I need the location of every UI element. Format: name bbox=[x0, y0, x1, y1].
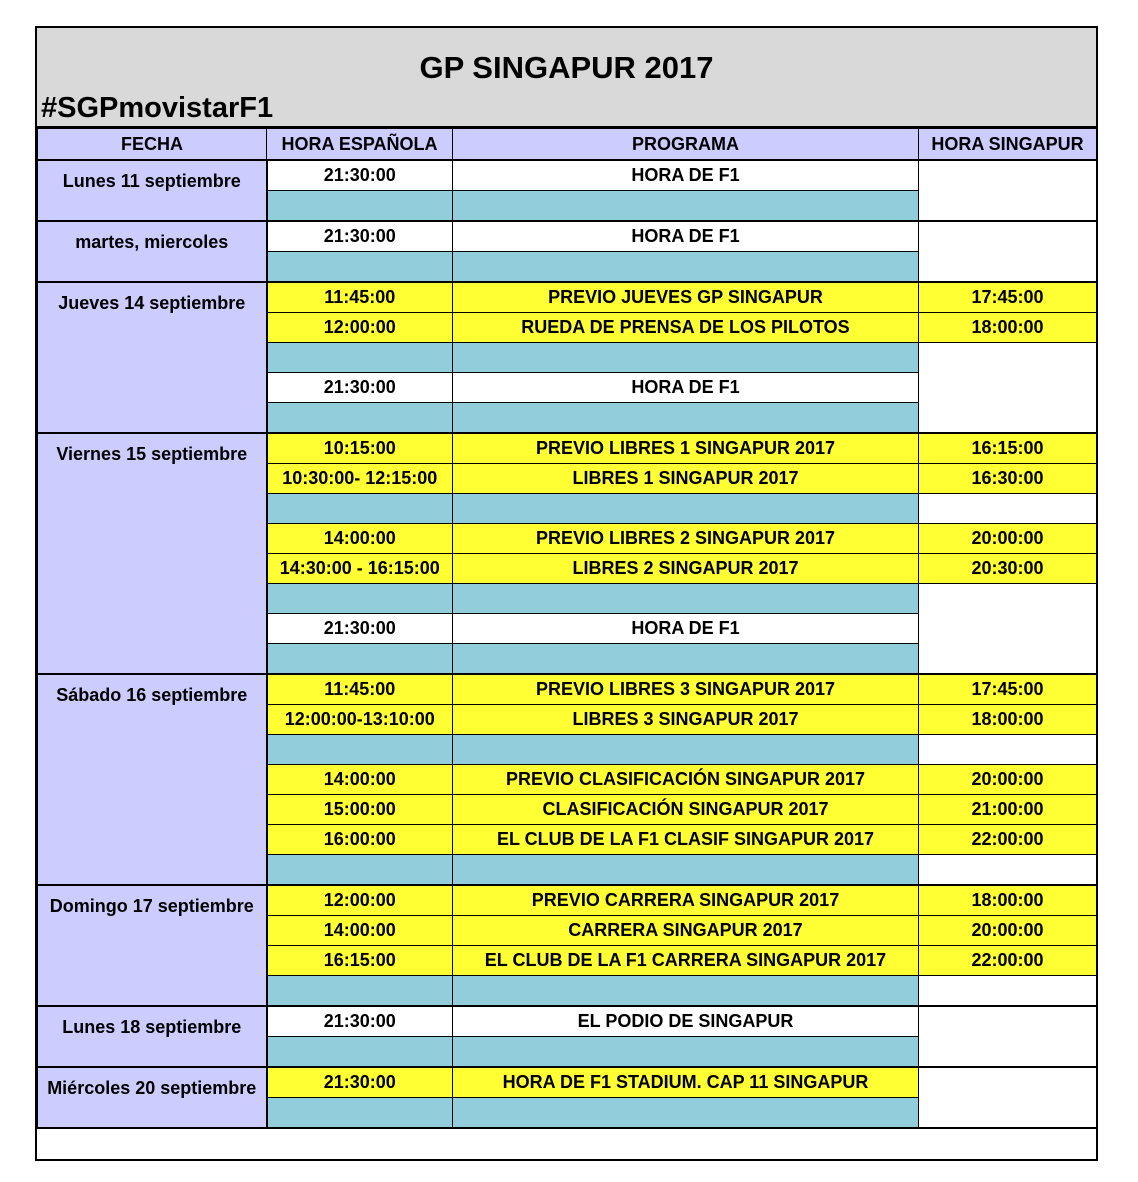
spacer-cell bbox=[267, 191, 453, 222]
hora-singapur-cell: 16:30:00 bbox=[919, 464, 1097, 494]
day-label: Jueves 14 septiembre bbox=[38, 282, 267, 433]
programa-cell: EL PODIO DE SINGAPUR bbox=[453, 1006, 919, 1037]
spacer-cell bbox=[453, 735, 919, 765]
spacer-cell bbox=[267, 855, 453, 886]
hora-espanola-cell: 21:30:00 bbox=[267, 1067, 453, 1098]
spacer-cell bbox=[267, 494, 453, 524]
hora-singapur-cell: 16:15:00 bbox=[919, 433, 1097, 464]
empty-singapur-cell bbox=[919, 735, 1097, 765]
programa-cell: CLASIFICACIÓN SINGAPUR 2017 bbox=[453, 795, 919, 825]
title-band bbox=[37, 28, 1096, 128]
header-fecha: FECHA bbox=[38, 129, 267, 161]
hora-espanola-cell: 14:00:00 bbox=[267, 524, 453, 554]
schedule-table bbox=[37, 128, 1097, 1129]
spacer-cell bbox=[453, 343, 919, 373]
day-label: Lunes 11 septiembre bbox=[38, 160, 267, 221]
day-label: Lunes 18 septiembre bbox=[38, 1006, 267, 1067]
spacer-cell bbox=[453, 584, 919, 614]
spacer-cell bbox=[267, 403, 453, 434]
spacer-cell bbox=[267, 252, 453, 283]
table-row bbox=[38, 1067, 1097, 1098]
day-label: Domingo 17 septiembre bbox=[38, 885, 267, 1006]
header-hora-singapur: HORA SINGAPUR bbox=[919, 129, 1097, 161]
table-row bbox=[38, 1006, 1097, 1037]
schedule-body bbox=[38, 160, 1097, 1128]
hora-singapur-cell: 18:00:00 bbox=[919, 885, 1097, 916]
hora-espanola-cell: 21:30:00 bbox=[267, 373, 453, 403]
empty-singapur-cell bbox=[919, 343, 1097, 434]
hora-singapur-cell: 21:00:00 bbox=[919, 795, 1097, 825]
table-row bbox=[38, 885, 1097, 916]
programa-cell: HORA DE F1 bbox=[453, 160, 919, 191]
empty-singapur-cell bbox=[919, 160, 1097, 221]
hora-espanola-cell: 21:30:00 bbox=[267, 221, 453, 252]
hora-espanola-cell: 12:00:00-13:10:00 bbox=[267, 705, 453, 735]
hora-espanola-cell: 16:00:00 bbox=[267, 825, 453, 855]
spacer-cell bbox=[267, 584, 453, 614]
programa-cell: LIBRES 2 SINGAPUR 2017 bbox=[453, 554, 919, 584]
schedule-sheet bbox=[35, 26, 1098, 1161]
header-hora-espanola: HORA ESPAÑOLA bbox=[267, 129, 453, 161]
table-row bbox=[38, 221, 1097, 252]
hora-espanola-cell: 14:30:00 - 16:15:00 bbox=[267, 554, 453, 584]
programa-cell: PREVIO CARRERA SINGAPUR 2017 bbox=[453, 885, 919, 916]
programa-cell: EL CLUB DE LA F1 CLASIF SINGAPUR 2017 bbox=[453, 825, 919, 855]
programa-cell: CARRERA SINGAPUR 2017 bbox=[453, 916, 919, 946]
programa-cell: HORA DE F1 STADIUM. CAP 11 SINGAPUR bbox=[453, 1067, 919, 1098]
table-row bbox=[38, 433, 1097, 464]
empty-singapur-cell bbox=[919, 494, 1097, 524]
hora-singapur-cell: 20:00:00 bbox=[919, 524, 1097, 554]
empty-singapur-cell bbox=[919, 1006, 1097, 1067]
hora-singapur-cell: 20:00:00 bbox=[919, 916, 1097, 946]
hora-espanola-cell: 16:15:00 bbox=[267, 946, 453, 976]
hora-singapur-cell: 20:30:00 bbox=[919, 554, 1097, 584]
table-row bbox=[38, 674, 1097, 705]
spacer-cell bbox=[267, 976, 453, 1007]
day-label: Sábado 16 septiembre bbox=[38, 674, 267, 885]
programa-cell: PREVIO LIBRES 2 SINGAPUR 2017 bbox=[453, 524, 919, 554]
programa-cell: RUEDA DE PRENSA DE LOS PILOTOS bbox=[453, 313, 919, 343]
programa-cell: PREVIO LIBRES 1 SINGAPUR 2017 bbox=[453, 433, 919, 464]
spacer-cell bbox=[453, 191, 919, 222]
hora-espanola-cell: 15:00:00 bbox=[267, 795, 453, 825]
programa-cell: PREVIO LIBRES 3 SINGAPUR 2017 bbox=[453, 674, 919, 705]
spacer-cell bbox=[453, 1098, 919, 1129]
header-row bbox=[38, 129, 1097, 161]
spacer-cell bbox=[453, 976, 919, 1007]
hora-singapur-cell: 22:00:00 bbox=[919, 825, 1097, 855]
hora-espanola-cell: 14:00:00 bbox=[267, 765, 453, 795]
table-row bbox=[38, 282, 1097, 313]
spacer-cell bbox=[267, 735, 453, 765]
spacer-cell bbox=[453, 403, 919, 434]
programa-cell: LIBRES 1 SINGAPUR 2017 bbox=[453, 464, 919, 494]
hora-singapur-cell: 18:00:00 bbox=[919, 313, 1097, 343]
empty-singapur-cell bbox=[919, 584, 1097, 675]
hora-espanola-cell: 10:30:00- 12:15:00 bbox=[267, 464, 453, 494]
spacer-cell bbox=[453, 252, 919, 283]
hora-espanola-cell: 21:30:00 bbox=[267, 1006, 453, 1037]
hora-singapur-cell: 18:00:00 bbox=[919, 705, 1097, 735]
page-title: GP SINGAPUR 2017 bbox=[419, 50, 714, 85]
empty-singapur-cell bbox=[919, 855, 1097, 886]
hashtag: #SGPmovistarF1 bbox=[41, 92, 274, 124]
hora-espanola-cell: 12:00:00 bbox=[267, 885, 453, 916]
empty-singapur-cell bbox=[919, 221, 1097, 282]
header-programa: PROGRAMA bbox=[453, 129, 919, 161]
spacer-cell bbox=[267, 1037, 453, 1068]
spacer-cell bbox=[453, 494, 919, 524]
table-row bbox=[38, 160, 1097, 191]
programa-cell: EL CLUB DE LA F1 CARRERA SINGAPUR 2017 bbox=[453, 946, 919, 976]
hora-espanola-cell: 14:00:00 bbox=[267, 916, 453, 946]
hora-singapur-cell: 17:45:00 bbox=[919, 674, 1097, 705]
spacer-cell bbox=[453, 855, 919, 886]
hora-espanola-cell: 21:30:00 bbox=[267, 614, 453, 644]
programa-cell: PREVIO JUEVES GP SINGAPUR bbox=[453, 282, 919, 313]
day-label: martes, miercoles bbox=[38, 221, 267, 282]
day-label: Miércoles 20 septiembre bbox=[38, 1067, 267, 1128]
day-label: Viernes 15 septiembre bbox=[38, 433, 267, 674]
programa-cell: HORA DE F1 bbox=[453, 614, 919, 644]
hora-espanola-cell: 10:15:00 bbox=[267, 433, 453, 464]
hora-espanola-cell: 21:30:00 bbox=[267, 160, 453, 191]
hora-singapur-cell: 20:00:00 bbox=[919, 765, 1097, 795]
hora-singapur-cell: 22:00:00 bbox=[919, 946, 1097, 976]
spacer-cell bbox=[267, 644, 453, 675]
hora-espanola-cell: 11:45:00 bbox=[267, 282, 453, 313]
programa-cell: HORA DE F1 bbox=[453, 373, 919, 403]
spacer-cell bbox=[453, 1037, 919, 1068]
empty-singapur-cell bbox=[919, 1067, 1097, 1128]
spacer-cell bbox=[453, 644, 919, 675]
empty-singapur-cell bbox=[919, 976, 1097, 1007]
hora-singapur-cell: 17:45:00 bbox=[919, 282, 1097, 313]
hora-espanola-cell: 12:00:00 bbox=[267, 313, 453, 343]
spacer-cell bbox=[267, 343, 453, 373]
programa-cell: HORA DE F1 bbox=[453, 221, 919, 252]
hora-espanola-cell: 11:45:00 bbox=[267, 674, 453, 705]
programa-cell: LIBRES 3 SINGAPUR 2017 bbox=[453, 705, 919, 735]
programa-cell: PREVIO CLASIFICACIÓN SINGAPUR 2017 bbox=[453, 765, 919, 795]
spacer-cell bbox=[267, 1098, 453, 1129]
